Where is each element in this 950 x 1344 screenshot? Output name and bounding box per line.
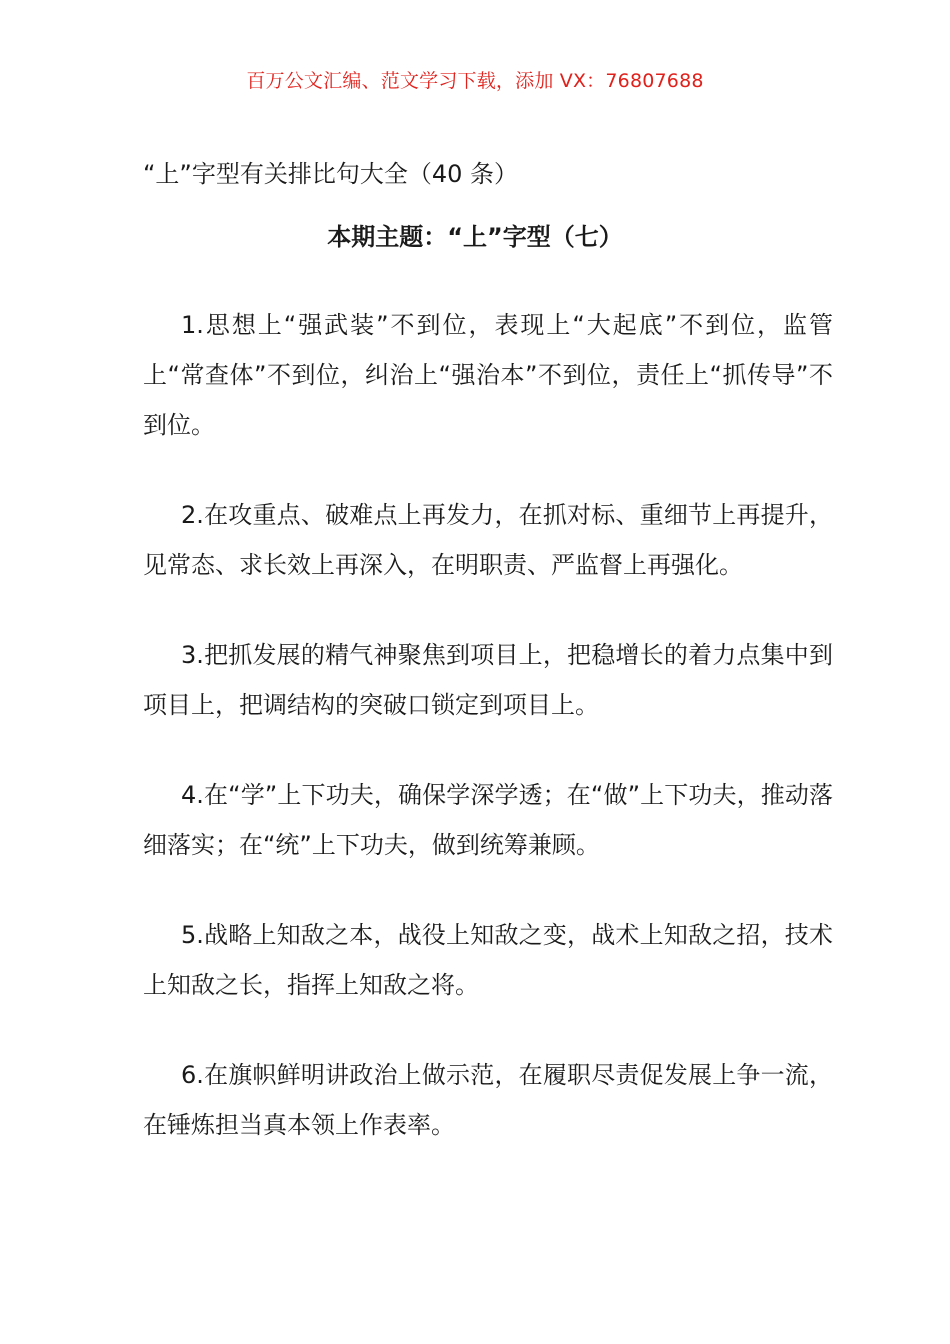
- header-watermark-note: 百万公文汇编、范文学习下载，添加 VX：76807688: [246, 70, 704, 92]
- list-item: 2.在攻重点、破难点上再发力，在抓对标、重细节上再提升，见常态、求长效上再深入，在明职责、严监督上再强化。: [143, 501, 833, 579]
- document-subtitle: 本期主题：“上”字型（七）: [327, 223, 623, 251]
- sentence-list: [143, 300, 833, 1190]
- document-title: “上”字型有关排比句大全（40 条）: [143, 160, 519, 188]
- list-item: 5.战略上知敌之本，战役上知敌之变，战术上知敌之招，技术上知敌之长，指挥上知敌之将。: [143, 921, 833, 999]
- list-item: 1.思想上“强武装”不到位，表现上“大起底”不到位，监管上“常查体”不到位，纠治上“强治本”不到位，责任上“抓传导”不到位。: [143, 311, 833, 439]
- list-item: 4.在“学”上下功夫，确保学深学透；在“做”上下功夫，推动落细落实；在“统”上下功夫，做到统筹兼顾。: [143, 781, 833, 859]
- list-item: 6.在旗帜鲜明讲政治上做示范，在履职尽责促发展上争一流，在锤炼担当真本领上作表率。: [143, 1061, 833, 1139]
- list-item: 3.把抓发展的精气神聚焦到项目上，把稳增长的着力点集中到项目上，把调结构的突破口锁定到项目上。: [143, 641, 833, 719]
